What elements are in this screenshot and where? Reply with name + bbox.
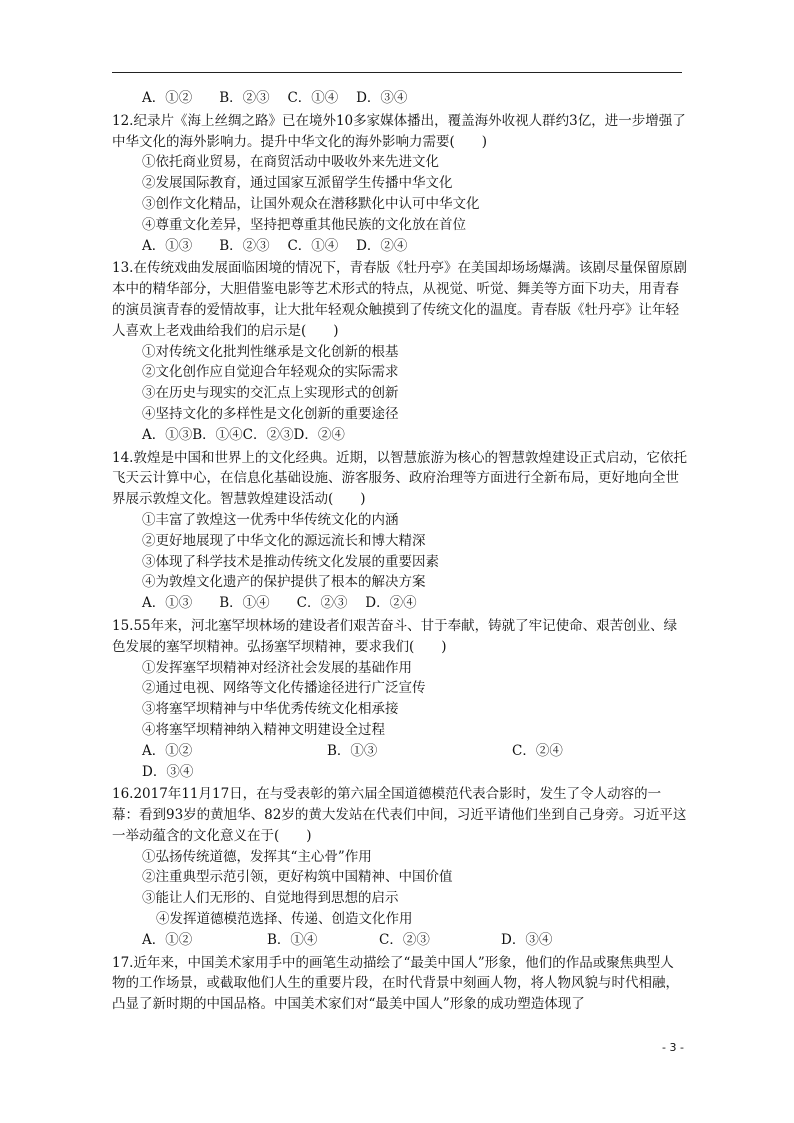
answer-c: C．②④ xyxy=(512,742,563,759)
option-1: ①发挥塞罕坝精神对经济社会发展的基础作用 xyxy=(142,659,412,676)
question-12 xyxy=(112,111,687,257)
question-stem: 13.在传统戏曲发展面临困境的情况下，青春版《牡丹亭》在美国却场场爆满。该剧尽量保留原剧本中的精华部分，大胆借鉴电影等艺术形式的特点，从视觉、听觉、舞美等方面下功夫，用青春的演员演青春的爱情故事，让大批年轻观众触摸到了传统文化的温度。青春版《牡丹亭》让年轻人喜欢上老戏曲给我们的启示是( ) xyxy=(112,260,687,339)
answer-line-wrap xyxy=(112,762,687,783)
option-2: ②注重典型示范引领，更好构筑中国精神、中国价值 xyxy=(142,869,453,886)
answer-line xyxy=(112,741,687,762)
option-2: ②通过电视、网络等文化传播途径进行广泛宣传 xyxy=(142,680,426,697)
answer-b: B．①④ xyxy=(267,931,318,948)
option-4: ④尊重文化差异，坚持把尊重其他民族的文化放在首位 xyxy=(142,216,466,233)
question-13 xyxy=(112,258,687,445)
answer-c: C．②③ xyxy=(379,931,430,948)
question-stem: 14.敦煌是中国和世界上的文化经典。近期，以智慧旅游为核心的智慧敦煌建设正式启动，它依托飞天云计算中心，在信息化基础设施、游客服务、政府治理等方面进行全新布局，更好地向全世界展示敦煌文化。智慧敦煌建设活动( ) xyxy=(112,449,687,508)
option-3: ③在历史与现实的交汇点上实现形式的创新 xyxy=(142,385,399,402)
page-number: - 3 - xyxy=(662,1041,684,1054)
option-2: ②文化创作应自觉迎合年轻观众的实际需求 xyxy=(142,364,399,381)
option-4: ④发挥道德模范选择、传递、创造文化作用 xyxy=(156,911,413,928)
answer-line: A．①③ B．②③ C．①④ D．②④ xyxy=(142,237,408,254)
question-stem: 16.2017年11月17日，在与受表彰的第六届全国道德模范代表合影时，发生了令人动容的一幕：看到93岁的黄旭华、82岁的黄大发站在代表们中间，习近平请他们坐到自己身旁。习近平这一举动蕴含的文化意义在于( ) xyxy=(112,786,687,844)
option-3: ③能让人们无形的、自觉地得到思想的启示 xyxy=(142,890,399,907)
question-stem: 12.纪录片《海上丝绸之路》已在境外10多家媒体播出，覆盖海外收视人群约3亿，进一步增强了中华文化的海外影响力。提升中华文化的海外影响力需要( ) xyxy=(112,112,686,150)
option-4: ④将塞罕坝精神纳入精神文明建设全过程 xyxy=(142,721,385,738)
question-17 xyxy=(112,953,687,1015)
option-4: ④为敦煌文化遗产的保护提供了根本的解决方案 xyxy=(142,574,426,591)
answer-a: A．①② xyxy=(142,931,193,948)
answer-b: B．①③ xyxy=(327,742,378,759)
question-stem: 15.55年来，河北塞罕坝林场的建设者们艰苦奋斗、甘于奉献，铸就了牢记使命、艰苦创业、绿色发展的塞罕坝精神。弘扬塞罕坝精神，要求我们( ) xyxy=(112,617,678,655)
option-2: ②更好地展现了中华文化的源远流长和博大精深 xyxy=(142,532,426,549)
question-16 xyxy=(112,784,687,950)
option-3: ③将塞罕坝精神与中华优秀传统文化相承接 xyxy=(142,701,399,718)
option-1: ①对传统文化批判性继承是文化创新的根基 xyxy=(142,343,399,360)
question-14 xyxy=(112,448,687,614)
question-stem: 17.近年来，中国美术家用手中的画笔生动描绘了“最美中国人”形象，他们的作品或聚焦典型人物的工作场景，或截取他们人生的重要片段，在时代背景中刻画人物，将人物风貌与时代相融，凸显了新时期的中国品格。中国美术家们对“最美中国人”形象的成功塑造体现了 xyxy=(112,954,679,1013)
option-3: ③创作文化精品，让国外观众在潜移默化中认可中华文化 xyxy=(142,195,480,212)
answer-line: A．①③ B．①④ C．②③ D．②④ xyxy=(142,595,417,612)
question-15 xyxy=(112,616,687,782)
answer-line: A．①③B．①④C．②③D．②④ xyxy=(142,426,345,443)
answer-d: D．③④ xyxy=(142,763,194,780)
option-4: ④坚持文化的多样性是文化创新的重要途径 xyxy=(142,405,399,422)
answer-a: A．①② xyxy=(142,742,193,759)
answer-line-q11: A．①② B．②③ C．①④ D．③④ xyxy=(142,90,408,106)
option-1: ①依托商业贸易，在商贸活动中吸收外来先进文化 xyxy=(142,154,439,171)
page-content xyxy=(112,88,687,1015)
header-rule xyxy=(112,72,682,73)
option-3: ③体现了科学技术是推动传统文化发展的重要因素 xyxy=(142,553,439,570)
answer-line xyxy=(112,930,687,951)
option-1: ①弘扬传统道德，发挥其“主心骨”作用 xyxy=(142,848,372,865)
option-2: ②发展国际教育，通过国家互派留学生传播中华文化 xyxy=(142,175,453,192)
answer-d: D．③④ xyxy=(501,931,553,948)
option-1: ①丰富了敦煌这一优秀中华传统文化的内涵 xyxy=(142,511,399,528)
